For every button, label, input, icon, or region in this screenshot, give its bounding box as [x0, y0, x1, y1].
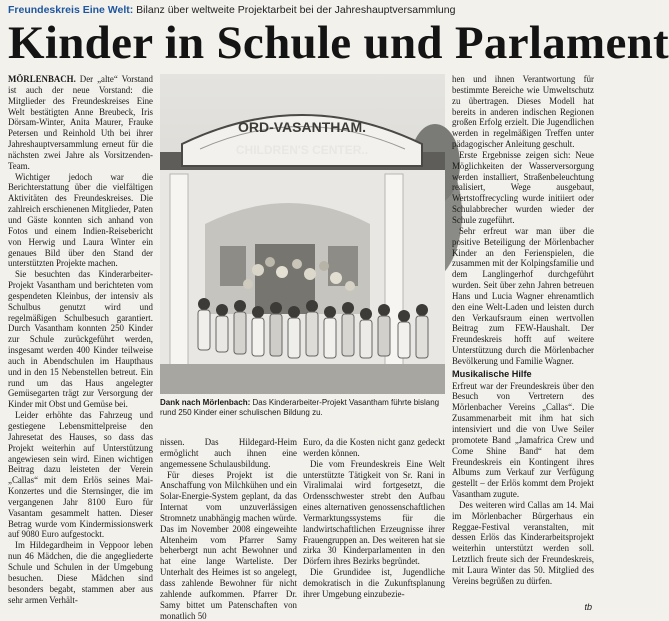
kicker-text: Bilanz über weltweite Projektarbeit bei der Jahreshauptversammlung	[133, 4, 456, 16]
paragraph: Die Grundidee ist, Jugendliche demokratisch in die Zukunftsplanung ihrer Umgebung einzubezie-	[303, 567, 445, 599]
subheading: Musikalische Hilfe	[452, 368, 532, 379]
photo-sign-line-1: ORD-VASANTHAM.	[237, 119, 367, 135]
photo-caption	[160, 398, 445, 418]
paragraph-text: Der „alte“ Vorstand ist auch der neue Vorstand: die Mitglieder des Freundeskreises Eine Welt bestätigten Anne Breubeck, Iris Dörsam-Winter, Anita Maurer, Frauke Petersen und Reinhold Uth bei ihrer Jahreshauptversammlung erneut für die nächsten zwei Jahre als Vorsitzenden-Team.	[8, 74, 153, 171]
headline: Kinder in Schule und Parlament	[8, 17, 669, 69]
paragraph: Wichtiger jedoch war die Berichterstattung über die vielfältigen Aktivitäten des Freundeskreises. Die zahlreich erschienenen Mitglieder, Paten und Gäste konnten sich anhand von Fotos und einem Indien-Reisebericht von Herwig und Laura Winter ein genaues Bild über den Stand der unterstützten Projekte machen.	[8, 171, 153, 269]
paragraph: Leider erhöhte das Fahrzeug und gestiegene Lebensmittelpreise den Jahresetat des Hauses, so dass das Projekt weiterhin auf Unterstützung angewiesen sein wird. Einen wichtigen Beitrag dazu leisteten der Verein „Callas“ mit dem Erlös seines Mai-Konzertes und die Sternsinger, die im vergangenen Jahr 8100 Euro für Vasantam gesammelt hatten. Dieser Betrag wurde vom Kindermissionswerk auf 9080 Euro aufgestockt.	[8, 410, 153, 540]
paragraph: Für dieses Projekt ist die Anschaffung von Milchkühen und ein Solar-Energie-System geplant, da das Internat vom unzuverlässigen Stromnetz unabhängig machen würde. Das im November 2008 eingeweihte Altenheim vom Pfarrer Samy beherbergt nun acht Bewohner und hat eine lange Warteliste. Der Unterhalt des Heimes ist so angelegt, dass zahlende Bewohner für nicht zahlende aufkommen. Pfarrer Dr. Samy bittet um Patenschaften von monatlich 50	[160, 469, 297, 621]
kicker-lead: Freundeskreis Eine Welt:	[8, 4, 134, 16]
photo-sign-line-2: CHILDREN'S CENTER..	[235, 143, 369, 157]
paragraph: Des weiteren wird Callas am 14. Mai im Mörlenbacher Bürgerhaus ein Reggae-Festival veranstalten, mit dessen Erlös das Kinderarbeitsprojekt weiterhin unterstützt werden soll. Letztlich freute sich der Freundeskreis, mit Laura Winter das 50. Mitglied des Vereins begrüßen zu dürfen.	[452, 499, 594, 586]
kicker-line	[8, 4, 592, 16]
paragraph: Erste Ergebnisse zeigen sich: Neue Möglichkeiten der Wasserversorgung werden installiert, Straßenbeleuchtung realisiert, Wege ausgebaut, Wertstoffrecycling wurde initiiert oder Schulabbrecher wurden wieder der Schule zugeführt.	[452, 149, 594, 225]
paragraph: Erfreut war der Freundeskreis über den Besuch von Vertretern des Mörlenbacher Vereins „Callas“. Die Zusammenarbeit mit ihm hat sich intensiviert und die von Uwe Seiler promotete Band „Jamafrica Crew und Come Shine Band“ hat dem Freundeskreis ein Kontingent ihres Albums zum Verkauf zur Verfügung gestellt – der Erlös kommt dem Projekt Vasantham zugute.	[452, 380, 594, 500]
paragraph: Sehr erfreut war man über die positive Beteiligung der Mörlenbacher Kinder an den Ferienspielen, die zusammen mit der Kolpingsfamilie und dem Langlingerhof durchgeführt wurden. Seit über zehn Jahren betreuen Hans und Lucia Wagner ehrenamtlich den eine Welt-Laden und leisten durch den Verkaufsraum einen wertvollen Beitrag zum FEW-Haushalt. Der Freundeskreis hofft auf weitere Unterstützung durch die Mörlenbacher Bevölkerung und Familie Wagner.	[452, 225, 594, 366]
photo-children-center-illustration	[160, 74, 445, 394]
article-photo	[160, 74, 445, 394]
author-initials: tb	[584, 602, 592, 612]
paragraph: Sie besuchten das Kinderarbeiter-Projekt Vasantham und berichteten vom gespendeten Kleinbus, der intensiv als Schulbus genutzt wird und regelmäßigen Schulbesuch garantiert. Durch Vasantham konnten 250 Kinder zur Schule zurückgeführt werden, insgesamt werden 400 Kinder teilweise auch in Abendschulen im Haupthaus und in den 15 Nebenstellen betreut. Ein rund um das Haus angelegter Gemüsegarten trägt zur Versorgung der Kinder mit Obst und Gemüse bei.	[8, 269, 153, 410]
article-column-1	[8, 74, 153, 614]
paragraph: nissen. Das Hildegard-Heim ermöglicht auch ihnen eine angemessene Schulausbildung.	[160, 437, 297, 469]
dateline: MÖRLENBACH.	[8, 74, 76, 84]
caption-text: Das Kinderarbeiter-Projekt Vasantham führte bislang rund 250 Kinder einer schulischen Bildung zu.	[160, 398, 440, 417]
article-column-3	[303, 437, 445, 615]
paragraph: Im Hildegardheim in Veppoor leben nun 46 Mädchen, die die angegliederte Schule und Schulen in der Umgebung besuchen. Diese Mädchen sind besonders begabt, stammen aber aus sehr armen Verhält-	[8, 540, 153, 605]
article-column-4	[452, 74, 594, 614]
paragraph	[8, 74, 153, 172]
paragraph: Euro, da die Kosten nicht ganz gedeckt werden können.	[303, 437, 445, 458]
article-column-2	[160, 437, 297, 621]
paragraph: hen und ihnen Verantwortung für bestimmte Bereiche wie Umweltschutz zu übertragen. Dieses Modell hat bereits in anderen indischen Regionen großen Erfolg erzielt. Die Jugendlichen werden in regelmäßigen Treffen unter pädagogischer Anleitung geschult.	[452, 74, 594, 150]
paragraph: Die vom Freundeskreis Eine Welt unterstützte Tätigkeit von Sr. Rani in Viralimalai wird fortgesetzt, die Ordensschwester strebt den Aufbau eines alternativen genossenschaftlichen Vermarktungssystems für die landwirtschaftlichen Erzeugnisse ihrer Frauengruppen an. Des weiteren hat sie zirka 30 Kinderparlamenten in den Dörfern ihres Bezirks begründet.	[303, 458, 445, 567]
caption-lead: Dank nach Mörlenbach:	[160, 398, 251, 407]
